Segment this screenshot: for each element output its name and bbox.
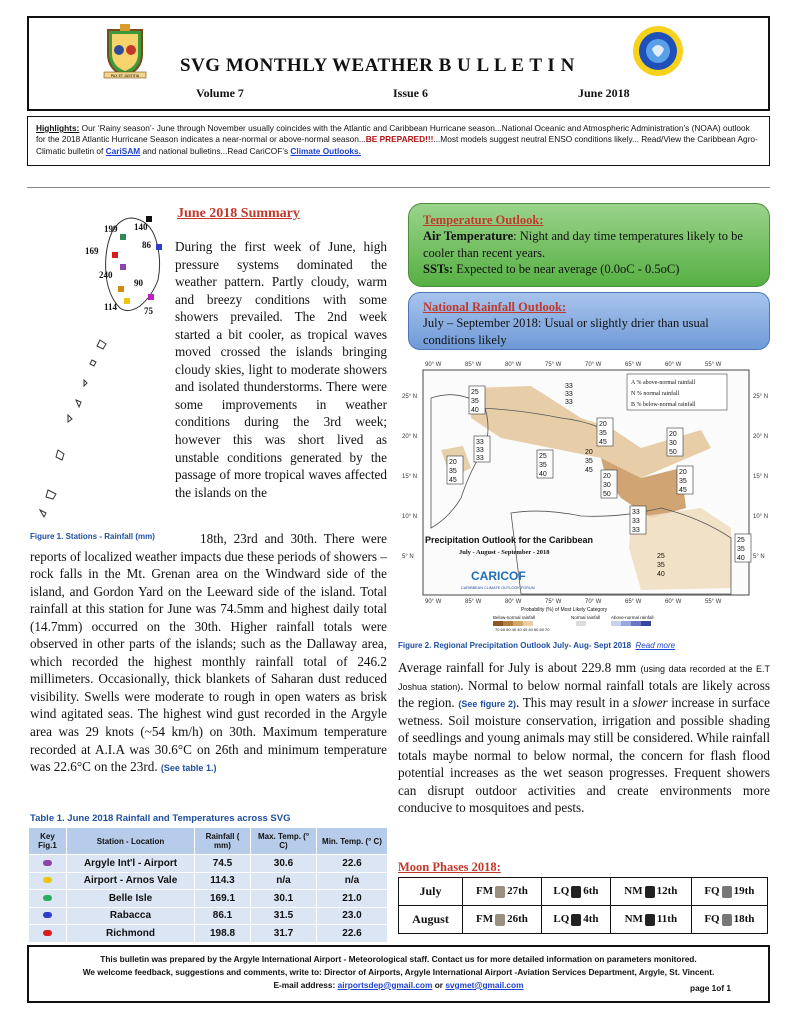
lon-label: 85° W <box>465 362 482 368</box>
july-text-3: . Normal to below normal rainfall totals are likely across the region. <box>398 677 770 711</box>
july-text-7: increase in surface wetness. Soil moisture conservation, irrigation and possible shading of seedlings and young animals may still be considered. While rainfall totals maybe normal to below normal, the concern for flash flood potential increases as the wet season progresses. Frequent showers can disrupt outdoor activities and create environments more conducive to mosquitoes and pests. <box>398 695 770 816</box>
column-header: Min. Temp. (° C) <box>317 828 388 855</box>
highlights-text-1: Our ‘Rainy season’- June through November usually coincides with the Atlantic and Caribbean Hurricane season...National Oceanic and Atmospheric Administration’s (NOAA) outlook for the 2018 Atlantic Hurricane Season indicates a near-normal or above-normal season... <box>36 123 750 145</box>
july-text-2: (using data recorded at the E.T Joshua station) <box>398 664 770 692</box>
footer-line-2: We welcome feedback, suggestions and comments, write to: Director of Airports, Argyle International Airport -Aviation Services Department, Argyle, St. Vincent. <box>82 966 715 977</box>
rainfall-cell: 169.1 <box>195 890 251 908</box>
station-label: 114 <box>104 302 118 312</box>
column-header: Max. Temp. (° C) <box>251 828 317 855</box>
lon-label: 85° W <box>465 599 482 605</box>
svg-text:30: 30 <box>603 482 611 489</box>
temperature-outlook-heading: Temperature Outlook: <box>423 213 544 227</box>
figure-2-caption <box>398 641 675 650</box>
station-marker <box>148 294 154 300</box>
climate-outlooks-link[interactable]: Climate Outlooks. <box>290 145 361 156</box>
station-key-dot <box>43 912 52 918</box>
email-label: E-mail address: <box>273 979 338 990</box>
summary-heading: June 2018 Summary <box>177 206 300 221</box>
map-legend-item: A % above-normal rainfall <box>631 380 696 386</box>
footer-line-1: This bulletin was prepared by the Argyle International Airport - Meteorological staff. Contact us for more detailed information on parameters monitored. <box>100 954 697 964</box>
last-quarter-icon <box>571 914 581 926</box>
page-number: page 1of 1 <box>690 983 732 993</box>
lat-label: 15° N <box>402 474 418 480</box>
station-key-dot <box>43 877 52 883</box>
svg-text:35: 35 <box>585 458 593 465</box>
table-row <box>29 907 388 925</box>
column-header: Rainfall ( mm) <box>195 828 251 855</box>
min-temp-cell: n/a <box>317 872 388 890</box>
full-moon-cell: FM 27th <box>463 878 542 906</box>
column-header: Key Fig.1 <box>29 828 67 855</box>
station-marker <box>156 244 162 250</box>
highlights-text-2: ...Most models suggest neutral ENSO conditions likely... Read/View the Caribbean Agro-Climatic bulletin of <box>36 134 758 156</box>
lon-label: 60° W <box>665 599 682 605</box>
figure-1-caption: Figure 1. Stations - Rainfall (mm) <box>30 532 155 541</box>
lon-label: 75° W <box>545 599 562 605</box>
svg-text:33: 33 <box>476 455 484 462</box>
station-marker <box>124 298 130 304</box>
lat-label: 15° N <box>753 474 769 480</box>
table-1-title: Table 1. June 2018 Rainfall and Temperatures across SVG <box>30 813 291 824</box>
lon-label: 65° W <box>625 599 642 605</box>
svg-station-map <box>28 210 173 530</box>
svg-text:20: 20 <box>599 421 607 428</box>
table-header-row <box>29 828 388 855</box>
min-temp-cell: 22.6 <box>317 855 388 873</box>
email-link-svgmet[interactable]: svgmet@gmail.com <box>445 979 524 990</box>
station-marker <box>118 286 124 292</box>
volume-label: Volume 7 <box>196 86 244 100</box>
table-row <box>399 906 768 934</box>
svg-text:PAX ET JUSTITIA: PAX ET JUSTITIA <box>110 74 140 78</box>
met-service-logo-icon <box>632 25 684 77</box>
scale-ticks: 70 60 50 40 40 40 40 50 60 70 <box>495 627 550 632</box>
rainfall-cell: 86.1 <box>195 907 251 925</box>
station-marker <box>112 252 118 258</box>
svg-text:35: 35 <box>449 468 457 475</box>
max-temp-cell: n/a <box>251 872 317 890</box>
station-label: 199 <box>104 224 118 234</box>
moon-phases-table <box>398 877 768 934</box>
footer-box <box>27 945 770 1003</box>
moon-phases-heading: Moon Phases 2018: <box>398 860 501 874</box>
new-moon-cell: NM 11th <box>610 906 691 934</box>
lat-label: 20° N <box>402 434 418 440</box>
first-quarter-icon <box>722 886 732 898</box>
highlights-label: Highlights: <box>36 123 80 133</box>
svg-text:20: 20 <box>603 473 611 480</box>
scale-title: Probability (%) of Most Likely Category <box>521 607 608 613</box>
scale-label: Above-normal rainfall <box>611 615 654 620</box>
svg-text:33: 33 <box>632 518 640 525</box>
summary-column-text: During the first week of June, high pressure systems dominated the weather pattern. Partly cloudy, warm and breezy conditions with some showers prevailed. The 2nd week started a bit cooler, as tropical waves moved crossed the islands bringing cloudy skies, light to moderate showers and isolated thunderstorms. There were some improvements in weather conditions during the 3rd week; however this was short lived as unstable conditions generated by the passage of more tropical waves affected the islands on the <box>175 239 387 500</box>
svg-text:33: 33 <box>565 399 573 406</box>
summary-body: 18th, 23rd and 30th. There were reports of localized weather impacts due these periods of showers –rock falls in the Mt. Grenan area on the Windward side of the island, and Gordon Yard on the Leeward side of the island. Total rainfall at this station for June was 74.5mm and highest daily total (14.7mm) occurred on the 30th. Higher rainfall totals were observed in other parts of the islands; such as the Dallaway area, which recorded the highest monthly rainfall total of 246.2 millimeters. Occasionally, thick blankets of Saharan dust reduced visibility. Swells were moderate to rough in open waters as brisk wind agitated seas. The highest wind gust recorded in the Argyle area was 29 knots (~54 km/h) on 30th. Maximum temperature recorded at A.I.A was 30.6°C on 26th and minimum temperature was 22.6°C on the 23rd. <box>30 531 387 775</box>
svg-text:40: 40 <box>471 407 479 414</box>
summary-body-text <box>30 530 387 776</box>
svg-text:20: 20 <box>669 431 677 438</box>
lat-label: 25° N <box>402 394 418 400</box>
lat-label: 5° N <box>402 554 414 560</box>
svg-text:35: 35 <box>679 478 687 485</box>
july-text-6: slower <box>632 695 668 711</box>
svg-text:35: 35 <box>657 562 665 569</box>
station-label: 240 <box>99 270 113 280</box>
svg-text:25: 25 <box>539 453 547 460</box>
table-row <box>29 890 388 908</box>
air-temperature-label: Air Temperature <box>423 229 514 244</box>
scale-label: Below-normal rainfall <box>493 615 536 620</box>
map-title: Precipitation Outlook for the Caribbean <box>425 535 594 545</box>
lon-label: 80° W <box>505 362 522 368</box>
map-subtitle: July - August - September - 2018 <box>459 549 550 556</box>
table-row <box>29 872 388 890</box>
svg-text:33: 33 <box>565 391 573 398</box>
full-moon-icon <box>495 914 505 926</box>
station-cell: Richmond <box>67 925 195 943</box>
station-label: 86 <box>142 240 151 250</box>
july-outlook-text <box>398 659 770 817</box>
svg-text:50: 50 <box>603 491 611 498</box>
temperature-outlook-box <box>408 203 770 287</box>
svg-text:33: 33 <box>632 527 640 534</box>
svg-text:40: 40 <box>657 571 665 578</box>
svg-text:25: 25 <box>657 553 665 560</box>
caricof-logo: CARICOF <box>471 569 526 583</box>
station-key-dot <box>43 895 52 901</box>
svg-text:50: 50 <box>669 449 677 456</box>
station-label: 90 <box>134 278 143 288</box>
max-temp-cell: 30.6 <box>251 855 317 873</box>
max-temp-cell: 31.5 <box>251 907 317 925</box>
svg-text:45: 45 <box>599 439 607 446</box>
svg-text:33: 33 <box>476 439 484 446</box>
station-key-dot <box>43 930 52 936</box>
lat-label: 10° N <box>402 514 418 520</box>
new-moon-icon <box>645 886 655 898</box>
station-marker <box>120 234 126 240</box>
sst-text: Expected to be near average (0.0oC - 0.5oC) <box>453 261 680 276</box>
highlights-box <box>27 116 770 166</box>
svg-text:45: 45 <box>585 467 593 474</box>
table-row <box>29 855 388 873</box>
section-divider <box>27 187 770 188</box>
station-cell: Belle Isle <box>67 890 195 908</box>
carisam-link[interactable]: CariSAM <box>105 145 141 156</box>
svg-text:33: 33 <box>565 383 573 390</box>
station-label: 169 <box>85 246 99 256</box>
rainfall-outlook-text: July – September 2018: Usual or slightly drier than usual conditions likely <box>423 316 709 347</box>
highlights-warning: BE PREPARED!!! <box>365 134 434 145</box>
first-quarter-cell: FQ 19th <box>691 878 767 906</box>
lon-label: 55° W <box>705 362 722 368</box>
lon-label: 90° W <box>425 362 442 368</box>
lon-label: 55° W <box>705 599 722 605</box>
month-cell: July <box>399 878 463 906</box>
lon-label: 60° W <box>665 362 682 368</box>
full-moon-cell: FM 26th <box>463 906 542 934</box>
full-moon-icon <box>495 886 505 898</box>
svg-text:25: 25 <box>471 389 479 396</box>
month-cell: August <box>399 906 463 934</box>
new-moon-icon <box>645 914 655 926</box>
station-key-dot <box>43 860 52 866</box>
read-more-link[interactable]: Read more <box>635 641 676 650</box>
rainfall-temperature-table <box>28 827 388 943</box>
rainfall-cell: 74.5 <box>195 855 251 873</box>
max-temp-cell: 31.7 <box>251 925 317 943</box>
column-header: Station - Location <box>67 828 195 855</box>
sst-label: SSTs: <box>423 261 454 276</box>
first-quarter-icon <box>722 914 732 926</box>
station-cell: Airport - Arnos Vale <box>67 872 195 890</box>
map-legend-item: B % below-normal rainfall <box>631 402 696 408</box>
lon-label: 75° W <box>545 362 562 368</box>
last-quarter-cell: LQ 6th <box>541 878 610 906</box>
email-or: or <box>432 979 446 990</box>
svg-text:35: 35 <box>599 430 607 437</box>
table-reference: (See table 1.) <box>160 763 217 774</box>
lon-label: 70° W <box>585 362 602 368</box>
table-row <box>29 925 388 943</box>
svg-text:30: 30 <box>669 440 677 447</box>
station-cell: Argyle Int'l - Airport <box>67 855 195 873</box>
lon-label: 70° W <box>585 599 602 605</box>
svg-text:20: 20 <box>679 469 687 476</box>
lon-label: 90° W <box>425 599 442 605</box>
svg-text:40: 40 <box>539 471 547 478</box>
station-marker <box>120 264 126 270</box>
svg-text:45: 45 <box>679 487 687 494</box>
svg-text:35: 35 <box>737 546 745 553</box>
july-text-5: . This may result in a <box>516 695 633 711</box>
max-temp-cell: 30.1 <box>251 890 317 908</box>
svg-text:45: 45 <box>449 477 457 484</box>
rainfall-outlook-box <box>408 292 770 350</box>
svg-text:40: 40 <box>737 555 745 562</box>
lon-label: 80° W <box>505 599 522 605</box>
lat-label: 25° N <box>753 394 769 400</box>
min-temp-cell: 23.0 <box>317 907 388 925</box>
caribbean-precipitation-map <box>401 358 775 633</box>
scale-label: Normal rainfall <box>571 615 601 620</box>
new-moon-cell: NM 12th <box>610 878 691 906</box>
lat-label: 10° N <box>753 514 769 520</box>
rainfall-cell: 114.3 <box>195 872 251 890</box>
last-quarter-cell: LQ 4th <box>541 906 610 934</box>
july-text-1: Average rainfall for July is about 229.8 mm <box>398 660 641 675</box>
air-temperature-text: : Night and day time temperatures likely to be cooler than recent years. <box>423 229 743 260</box>
lon-label: 65° W <box>625 362 642 368</box>
station-cell: Rabacca <box>67 907 195 925</box>
last-quarter-icon <box>571 886 581 898</box>
svg-text:33: 33 <box>632 509 640 516</box>
svg-text:35: 35 <box>539 462 547 469</box>
highlights-text-3: and national bulletins...Read CariCOF’s <box>140 145 291 156</box>
map-legend-item: N % normal rainfall <box>631 391 680 397</box>
rainfall-outlook-heading: National Rainfall Outlook: <box>423 300 567 314</box>
lat-label: 20° N <box>753 434 769 440</box>
coat-of-arms-icon <box>100 22 150 80</box>
min-temp-cell: 22.6 <box>317 925 388 943</box>
email-link-airportsdep[interactable]: airportsdep@gmail.com <box>337 979 433 990</box>
table-row <box>399 878 768 906</box>
lat-label: 5° N <box>753 554 765 560</box>
station-label: 140 <box>134 222 148 232</box>
page-title: SVG MONTHLY WEATHER B U L L E T I N <box>180 55 575 76</box>
rainfall-cell: 198.8 <box>195 925 251 943</box>
date-label: June 2018 <box>578 86 630 100</box>
station-label: 75 <box>144 306 153 316</box>
svg-text:20: 20 <box>585 449 593 456</box>
svg-text:20: 20 <box>449 459 457 466</box>
svg-text:35: 35 <box>471 398 479 405</box>
svg-text:25: 25 <box>737 537 745 544</box>
figure-2-caption-text: Figure 2. Regional Precipitation Outlook July- Aug- Sept 2018 <box>398 641 632 650</box>
first-quarter-cell: FQ 18th <box>691 906 767 934</box>
min-temp-cell: 21.0 <box>317 890 388 908</box>
figure-reference: (See figure 2) <box>458 699 517 710</box>
caricof-logo-sub: CARIBBEAN CLIMATE OUTLOOK FORUM <box>461 586 535 590</box>
issue-label: Issue 6 <box>393 86 429 100</box>
svg-text:33: 33 <box>476 447 484 454</box>
